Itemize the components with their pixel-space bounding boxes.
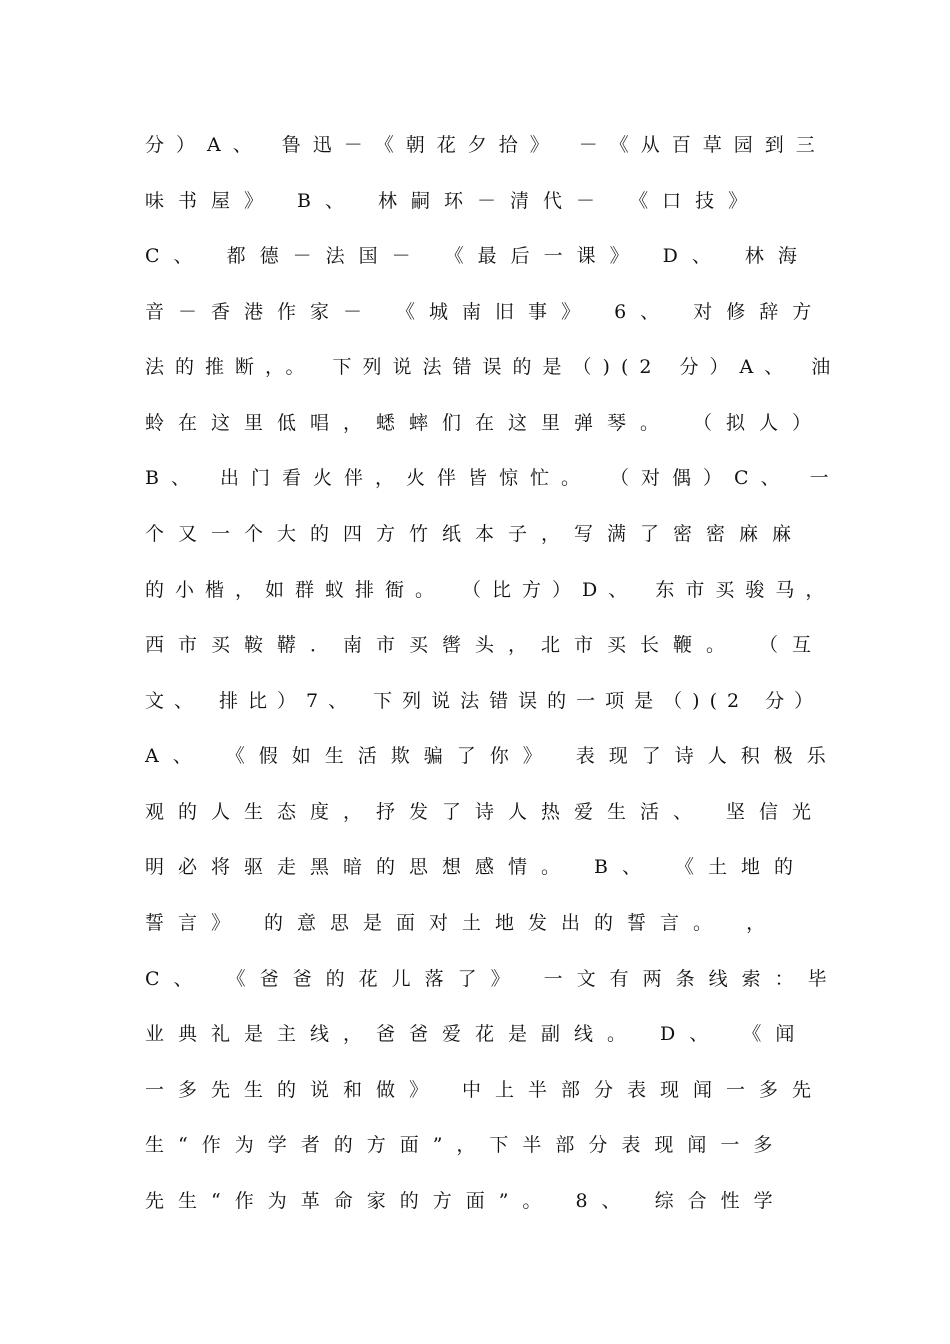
text-line: C、 《爸爸的花儿落了》 一文有两条线索：毕 (145, 968, 841, 990)
text-line: 誓言》 的意思是面对土地发出的誓言。 ， (145, 912, 780, 934)
text-line: 法的推断，。 下列说法错误的是（)(2 分）A、 油 (145, 356, 842, 378)
text-line: 明必将驱走黑暗的思想感情。 B、 《土地的 (145, 856, 808, 878)
text-line: 分）A、 鲁迅－《朝花夕拾》 －《从百草园到三 (145, 134, 827, 156)
text-line: 一多先生的说和做》 中上半部分表现闻一多先 (145, 1079, 826, 1101)
text-line: 文、 排比）7、 下列说法错误的一项是（)(2 分） (145, 690, 824, 712)
text-line: 蛉在这里低唱，蟋蟀们在这里弹琴。 （拟人） (145, 412, 826, 434)
text-line: B、 出门看火伴，火伴皆惊忙。 （对偶）C、 一 (145, 467, 841, 489)
text-line: 西市买鞍鞯．南市买辔头，北市买长鞭。 （互 (145, 634, 826, 656)
text-line: 观的人生态度，抒发了诗人热爱生活、 坚信光 (145, 801, 826, 823)
text-line: 的小楷，如群蚁排衙。 （比方）D、 东市买骏马， (145, 579, 836, 601)
text-line: A、 《假如生活欺骗了你》 表现了诗人积极乐 (145, 745, 840, 767)
text-line: C、 都德－法国－ 《最后一课》 D、 林海 (145, 245, 811, 267)
text-line: 音－香港作家－ 《城南旧事》 6、 对修辞方 (145, 301, 826, 323)
text-line: 生“作为学者的方面”，下半部分表现闻一多 (145, 1134, 787, 1156)
text-line: 先生“作为革命家的方面”。 8、 综合性学 (145, 1190, 787, 1212)
text-line: 味书屋》 B、 林嗣环－清代－ 《口技》 (145, 190, 762, 212)
text-line: 个又一个大的四方竹纸本子，写满了密密麻麻 (145, 523, 806, 545)
text-line: 业典礼是主线，爸爸爱花是副线。 D、 《闻 (145, 1023, 809, 1045)
